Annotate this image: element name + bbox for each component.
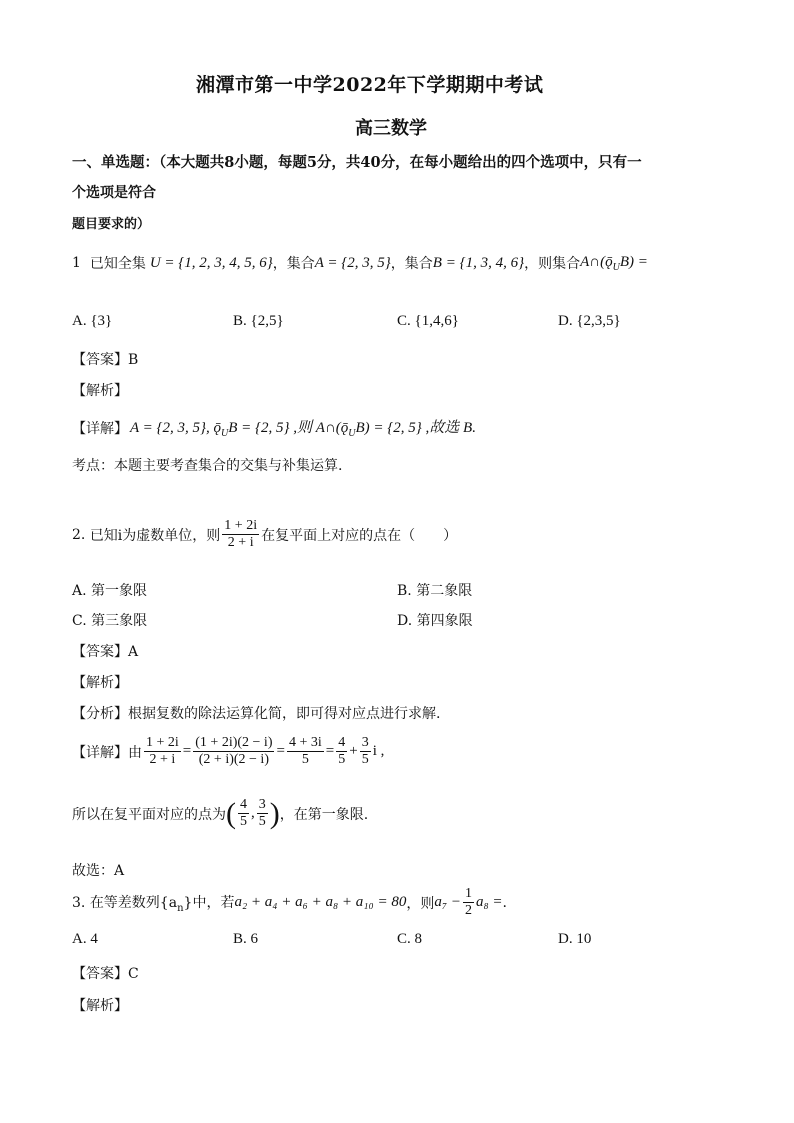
question-2-answer: 【答案】A [72,644,139,660]
question-1-number: 1 [72,255,81,271]
question-1-set-a: A = {2, 3, 5} [314,254,391,271]
section-heading-line2: 个选项是符合 [72,185,156,201]
question-3-answer: 【答案】C [72,966,139,982]
question-3-expression: a₂ + a₄ + a₆ + a₈ + a₁₀ = 80 [234,894,407,910]
point-x: $\frac{4}{5}$ [240,797,247,829]
question-2-point: 所以在复平面对应的点为 ( $\frac{4}{5}$ , $\frac{3}{5}$ ) ，在第一象限. [72,796,369,830]
question-2-stem [72,518,457,551]
question-1-text-d: ，则集合 [524,256,581,272]
question-2-option-b: B. 第二象限 [397,583,473,599]
question-3-number: 3. [72,894,86,911]
question-3-stem: 3. 在等差数列$\{a_n\}$中，若 a₂ + a₄ + a₆ + a₈ + a₁₀ = 80 ，则 a₇ − $\frac{1}{2}$ a₈ = . [72,886,507,918]
point-text-pre: 所以在复平面对应的点为 [72,806,226,823]
question-2-option-d: D. 第四象限 [397,613,473,629]
fraction-1: $\frac{1 + 2i}{2 + i}$ [146,735,179,767]
question-1-set-b: B = {1, 3, 4, 6} [432,254,525,271]
question-3-a7: a₇ − [434,894,461,910]
question-3-option-c: C. 8 [397,931,423,947]
fraction-4: $\frac{4}{5}$ [338,735,346,767]
detail-label: 【详解】 [72,420,128,437]
section-heading-line3: 题目要求的） [72,217,151,232]
question-3-a8: a₈ = [475,894,503,910]
fraction-3: $\frac{4 + 3i}{5}$ [288,735,322,767]
question-3-half: $\frac{1}{2}$ [464,886,472,918]
question-1-analysis-label: 【解析】 [72,383,128,399]
question-2-choose: 故选：A [72,863,125,879]
question-1-option-b: B. {2,5} [233,313,284,329]
question-1-stem [72,253,648,273]
question-2-option-c: C. 第三象限 [72,613,148,629]
question-1-option-a: A. {3} [72,313,113,329]
question-2-analysis-label: 【解析】 [72,675,128,691]
question-1-option-d: D. {2,3,5} [558,313,621,329]
detail-label: 【详解】由 [72,744,142,761]
exam-title: 湘潭市第一中学2022年下学期期中考试 [196,74,544,96]
fraction-2: $\frac{(1 + 2i)(2 - i)}{(2 + i)(2 - i)}$ [195,735,273,767]
point-text-post: ，在第一象限. [279,806,369,823]
question-1-detail [72,416,476,439]
question-2-fenxi: 【分析】根据复数的除法运算化简，即可得对应点进行求解. [72,706,441,722]
question-2-number: 2. [72,526,86,543]
question-2-fraction: $\frac{1 + 2i}{2 + i}$ [224,518,258,550]
question-1-text-a: 已知全集 [89,256,146,272]
question-3-option-d: D. 10 [558,931,592,947]
section-heading-line1: 一、单选题：（本大题共8小题，每题5分，共40分，在每小题给出的四个选项中，只有一 [72,154,642,171]
detail-text: A = {2, 3, 5}, $ǭ_UB = \{2$, 5} ,则 $A\cap(ǭ_UB) = \{2$, 5} ,故选 B. [130,420,476,439]
exam-subtitle: 高三数学 [355,118,427,139]
question-1-universal-set: U = {1, 2, 3, 4, 5, 6} [149,254,273,271]
question-1-expression: $A\cap(ǭ_UB)$ = [580,253,648,273]
question-1-text-b: ，集合 [272,256,315,272]
question-3-analysis-label: 【解析】 [72,998,128,1014]
question-2-detail: 【详解】由 $\frac{1 + 2i}{2 + i}$ = $\frac{(1 + 2i)(2 - i)}{(2 + i)(2 - i)}$ = $\frac{4 + 3i}{5}$ = $\frac{4}{5}$ + $\frac{3}{5}$ i , [72,735,385,767]
question-2-text-b: 在复平面上对应的点在（ ） [261,527,458,544]
question-3-text-a: 在等差数列$\{a_n\}$中，若 [89,894,235,914]
question-3-option-a: A. 4 [72,931,98,947]
question-1-option-c: C. {1,4,6} [397,313,459,329]
question-1-text-c: ，集合 [390,256,433,272]
question-1-note: 考点：本题主要考查集合的交集与补集运算. [72,458,343,474]
question-2-text-a: 已知i为虚数单位，则 [89,527,221,544]
question-1-answer: 【答案】B [72,352,139,368]
question-3-option-b: B. 6 [233,931,259,947]
question-2-option-a: A. 第一象限 [72,583,148,599]
point-y: $\frac{3}{5}$ [258,797,266,829]
fraction-5: $\frac{3}{5}$ [361,735,369,767]
question-3-text-b: ，则 [406,895,435,912]
